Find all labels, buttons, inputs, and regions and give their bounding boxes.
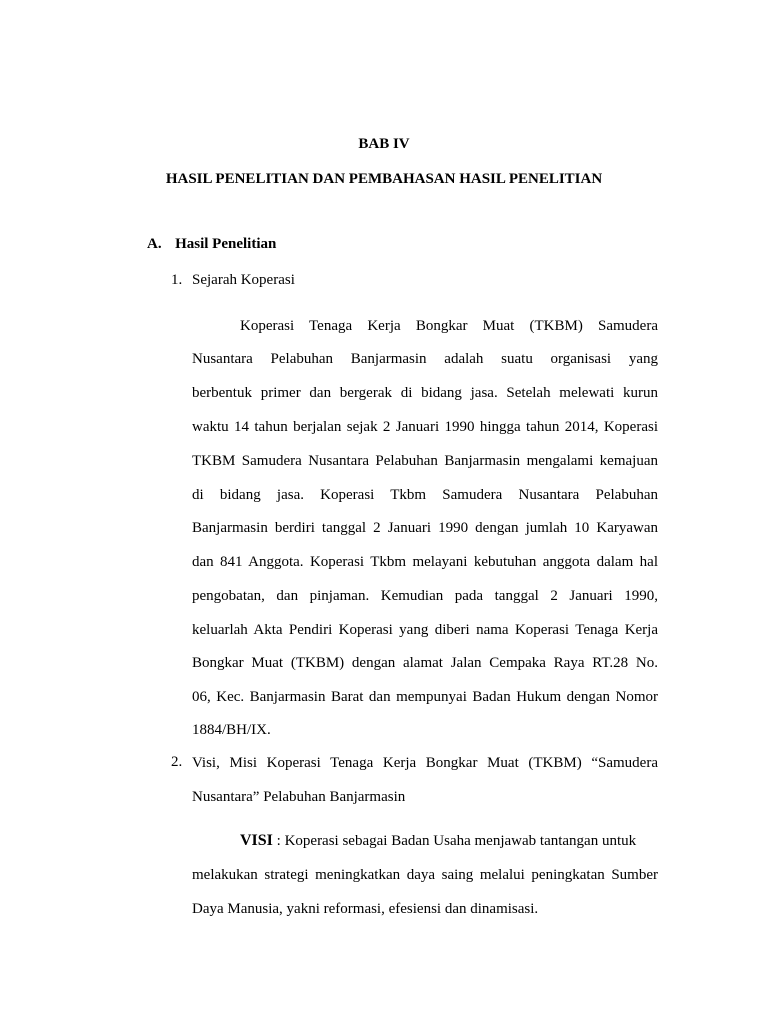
paragraph-line: 06, Kec. Banjarmasin Barat dan mempunyai Badan Hukum dengan Nomor — [192, 689, 658, 705]
item-2-number: 2. — [171, 754, 183, 770]
visi-label: VISI — [240, 832, 273, 849]
paragraph-line: Bongkar Muat (TKBM) dengan alamat Jalan Cempaka Raya RT.28 No. — [192, 655, 658, 671]
paragraph-line: dan 841 Anggota. Koperasi Tkbm melayani kebutuhan anggota dalam hal — [192, 554, 658, 570]
chapter-title: HASIL PENELITIAN DAN PEMBAHASAN HASIL PENELITIAN — [165, 171, 603, 187]
item-2-title-line-1: Visi, Misi Koperasi Tenaga Kerja Bongkar Muat (TKBM) “Samudera — [192, 755, 658, 771]
paragraph-line: Daya Manusia, yakni reformasi, efesiensi dan dinamisasi. — [192, 901, 539, 917]
paragraph-line: berbentuk primer dan bergerak di bidang jasa. Setelah melewati kurun — [192, 385, 658, 401]
section-a-heading — [147, 236, 276, 253]
paragraph-line: di bidang jasa. Koperasi Tkbm Samudera Nusantara Pelabuhan — [192, 487, 658, 503]
paragraph-line: 1884/BH/IX. — [192, 722, 271, 738]
paragraph-line: Banjarmasin berdiri tanggal 2 Januari 1990 dengan jumlah 10 Karyawan — [192, 520, 658, 536]
paragraph-line: pengobatan, dan pinjaman. Kemudian pada tanggal 2 Januari 1990, — [192, 588, 658, 604]
paragraph-line: Nusantara Pelabuhan Banjarmasin adalah suatu organisasi yang — [192, 351, 658, 367]
paragraph-line: waktu 14 tahun berjalan sejak 2 Januari 1990 hingga tahun 2014, Koperasi — [192, 419, 658, 435]
section-a-title: Hasil Penelitian — [175, 236, 277, 252]
paragraph-line: TKBM Samudera Nusantara Pelabuhan Banjarmasin mengalami kemajuan — [192, 453, 658, 469]
visi-first-line — [240, 832, 658, 850]
chapter-number: BAB IV — [358, 136, 410, 152]
paragraph-line: keluarlah Akta Pendiri Koperasi yang diberi nama Koperasi Tenaga Kerja — [192, 622, 658, 638]
paragraph-line: melakukan strategi meningkatkan daya saing melalui peningkatan Sumber — [192, 867, 658, 883]
paragraph-line: Koperasi Tenaga Kerja Bongkar Muat (TKBM) Samudera — [240, 318, 658, 334]
item-1-number: 1. — [171, 272, 183, 288]
item-1-title: Sejarah Koperasi — [192, 272, 295, 288]
visi-text: : Koperasi sebagai Badan Usaha menjawab tantangan untuk — [272, 833, 637, 849]
section-a-label: A. — [147, 236, 162, 252]
item-2-title-line-2: Nusantara” Pelabuhan Banjarmasin — [192, 789, 406, 805]
